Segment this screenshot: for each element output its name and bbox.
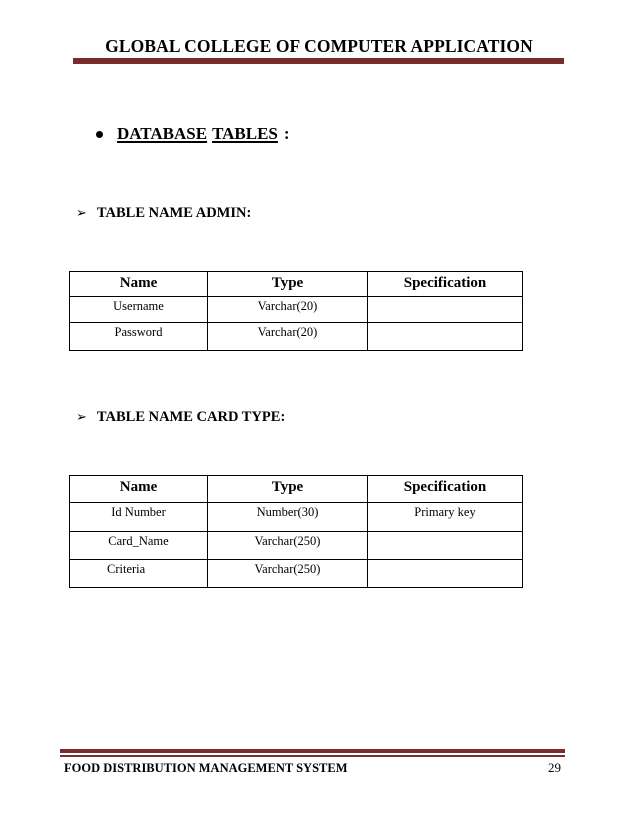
table-row: [70, 297, 523, 323]
column-header-specification: Specification: [368, 272, 523, 297]
table-row: [70, 560, 523, 588]
cell-name: Id Number: [70, 503, 208, 532]
cell-type: Varchar(20): [208, 297, 368, 323]
cell-type: Number(30): [208, 503, 368, 532]
cell-specification: [368, 297, 523, 323]
table-row: [70, 323, 523, 351]
page-number: 29: [548, 760, 561, 775]
cell-specification: [368, 560, 523, 588]
column-header-specification: Specification: [368, 476, 523, 503]
cell-specification: [368, 532, 523, 560]
cell-name: Card_Name: [70, 532, 208, 560]
arrow-bullet-icon: ➢: [76, 410, 87, 425]
footer-title: FOOD DISTRIBUTION MANAGEMENT SYSTEM: [64, 761, 348, 775]
cell-name: Criteria: [70, 560, 208, 588]
section-title: [96, 124, 290, 144]
table-admin: [69, 271, 523, 351]
footer-rule-thick: [60, 749, 565, 753]
column-header-type: Type: [208, 476, 368, 503]
cell-type: Varchar(250): [208, 532, 368, 560]
column-header-type: Type: [208, 272, 368, 297]
section-title-suffix: :: [283, 124, 290, 143]
cell-name: Username: [70, 297, 208, 323]
cell-specification: Primary key: [368, 503, 523, 532]
footer-rule-thin: [60, 755, 565, 757]
column-header-name: Name: [70, 476, 208, 503]
table-header-row: [70, 272, 523, 297]
cell-type: Varchar(20): [208, 323, 368, 351]
cell-type: Varchar(250): [208, 560, 368, 588]
header-rule-thick: [73, 60, 564, 64]
section-title-part2: TABLES: [212, 124, 278, 143]
table-header-row: [70, 476, 523, 503]
table-row: [70, 503, 523, 532]
header-title: GLOBAL COLLEGE OF COMPUTER APPLICATION: [105, 36, 533, 56]
cell-specification: [368, 323, 523, 351]
arrow-bullet-icon: ➢: [76, 206, 87, 221]
table-admin-heading: [76, 205, 251, 222]
column-header-name: Name: [70, 272, 208, 297]
table-row: [70, 532, 523, 560]
table-card-type-heading-text: TABLE NAME CARD TYPE:: [96, 409, 286, 425]
bullet-icon: [96, 131, 103, 138]
table-card-type-heading: [76, 409, 285, 426]
table-admin-heading-text: TABLE NAME ADMIN:: [96, 205, 252, 221]
table-card-type: [69, 475, 523, 588]
section-title-part1: DATABASE: [117, 124, 208, 143]
cell-name: Password: [70, 323, 208, 351]
